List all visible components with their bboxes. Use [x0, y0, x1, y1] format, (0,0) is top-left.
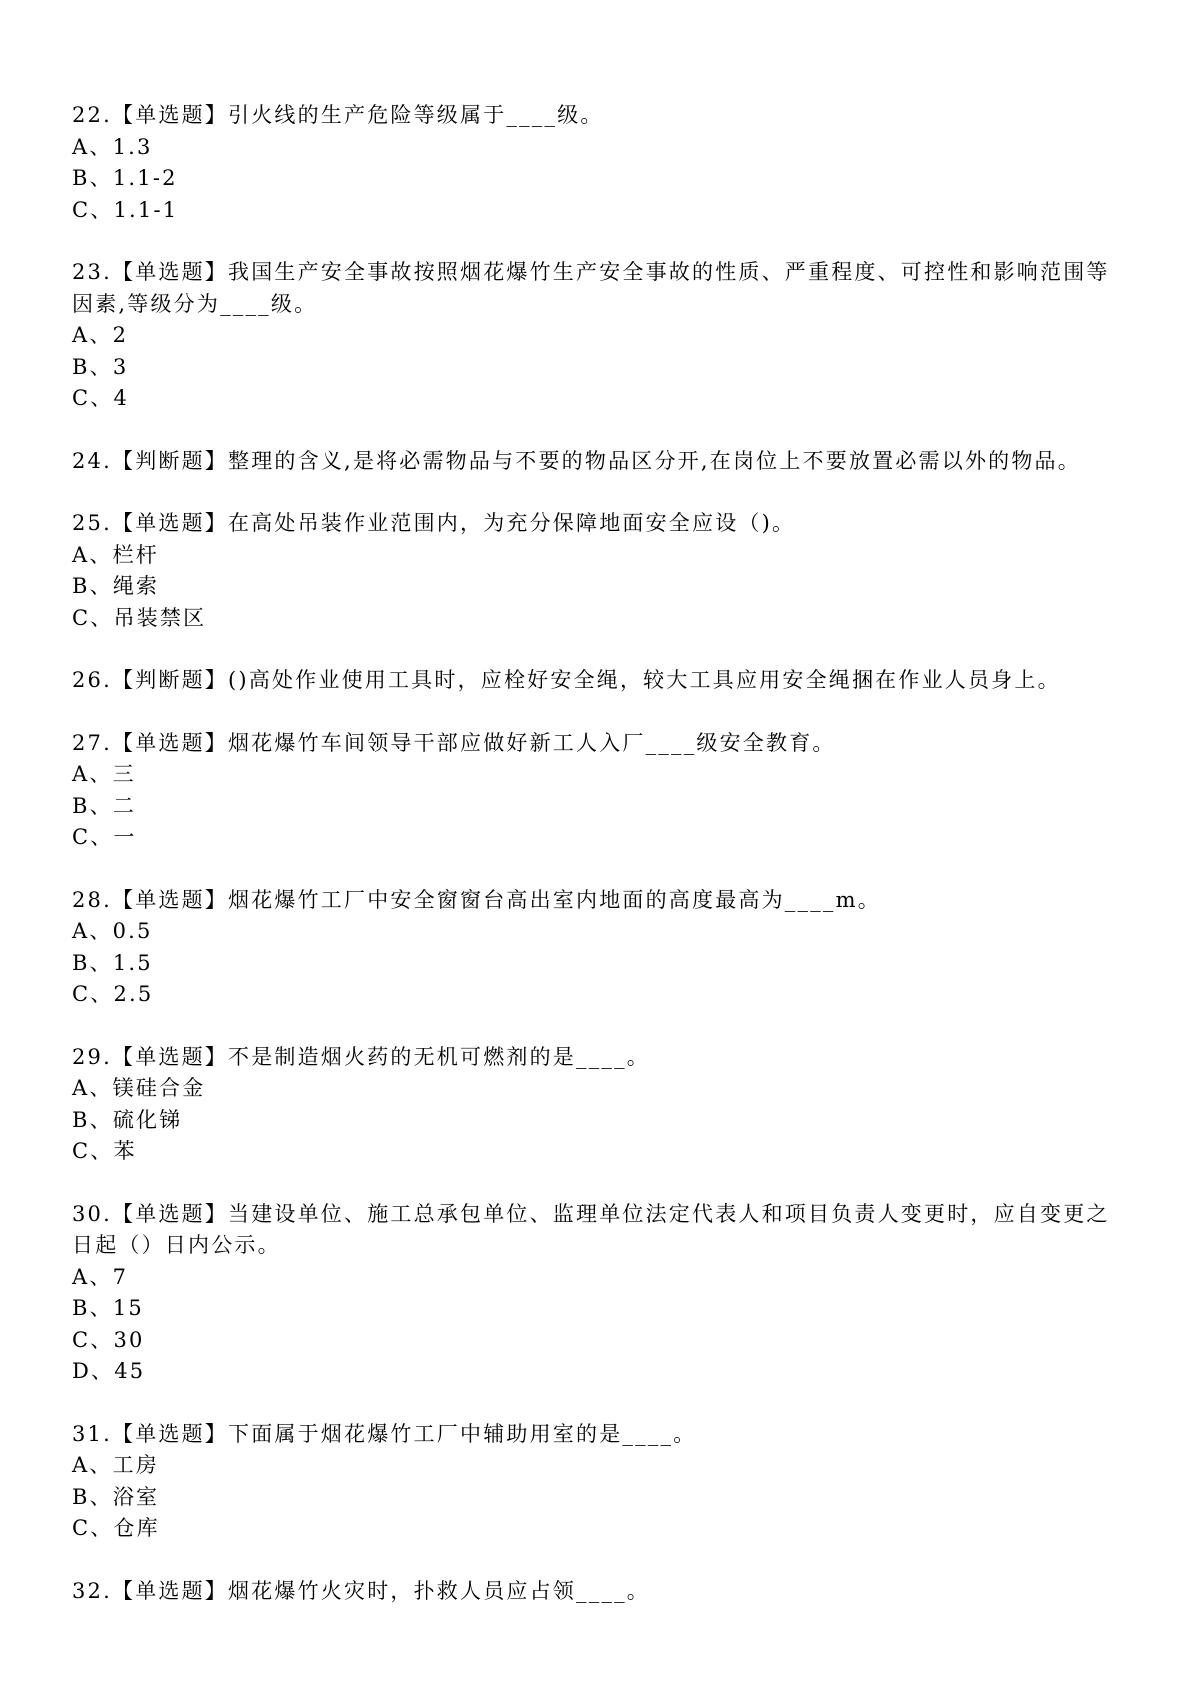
option-c: C、1.1-1 [72, 197, 179, 222]
question-24 [72, 446, 1132, 478]
option-a: A、2 [72, 323, 129, 347]
option-b: B、浴室 [72, 1484, 160, 1509]
option-b: B、1.1-2 [72, 166, 178, 190]
question-23 [72, 257, 1132, 415]
option-b: B、3 [72, 354, 129, 379]
option-a: A、栏杆 [72, 542, 159, 567]
option-a: A、0.5 [72, 919, 153, 943]
option-b: B、硫化锑 [72, 1107, 183, 1132]
question-stem: 23.【单选题】我国生产安全事故按照烟花爆竹生产安全事故的性质、严重程度、可控性和影响范围等因素,等级分为____级。 [72, 260, 1110, 316]
option-c: C、4 [72, 386, 130, 410]
option-c: C、苯 [72, 1139, 137, 1163]
option-c: C、30 [72, 1327, 145, 1352]
question-stem: 28.【单选题】烟花爆竹工厂中安全窗窗台高出室内地面的高度最高为____m。 [72, 887, 881, 912]
question-29 [72, 1042, 1132, 1168]
question-30 [72, 1199, 1132, 1388]
question-27 [72, 728, 1132, 854]
question-stem: 24.【判断题】整理的含义,是将必需物品与不要的物品区分开,在岗位上不要放置必需以外的物品。 [72, 448, 1081, 473]
option-a: A、工房 [72, 1453, 159, 1477]
exam-page [72, 100, 1132, 1638]
question-stem: 29.【单选题】不是制造烟火药的无机可燃剂的是____。 [72, 1044, 650, 1069]
question-stem: 26.【判断题】()高处作业使用工具时，应栓好安全绳，较大工具应用安全绳捆在作业人员身上。 [72, 668, 1061, 692]
option-d: D、45 [72, 1359, 146, 1383]
option-a: A、镁硅合金 [72, 1076, 206, 1100]
option-c: C、一 [72, 825, 137, 849]
question-stem: 22.【单选题】引火线的生产危险等级属于____级。 [72, 103, 604, 127]
question-22 [72, 100, 1132, 226]
question-stem: 27.【单选题】烟花爆竹车间领导干部应做好新工人入厂____级安全教育。 [72, 730, 836, 755]
option-a: A、三 [72, 762, 136, 786]
question-31 [72, 1419, 1132, 1545]
question-stem: 25.【单选题】在高处吊装作业范围内，为充分保障地面安全应设（)。 [72, 511, 796, 535]
question-26 [72, 665, 1132, 697]
option-a: A、1.3 [72, 134, 153, 159]
option-b: B、1.5 [72, 950, 153, 975]
option-a: A、7 [72, 1264, 129, 1289]
option-b: B、绳索 [72, 574, 160, 598]
question-28 [72, 885, 1132, 1011]
option-c: C、仓库 [72, 1516, 160, 1540]
option-b: B、15 [72, 1296, 144, 1320]
question-stem: 31.【单选题】下面属于烟花爆竹工厂中辅助用室的是____。 [72, 1421, 697, 1446]
question-32 [72, 1576, 1132, 1608]
question-25 [72, 508, 1132, 634]
option-c: C、吊装禁区 [72, 605, 207, 630]
question-stem: 32.【单选题】烟花爆竹火灾时，扑救人员应占领____。 [72, 1578, 650, 1603]
question-stem: 30.【单选题】当建设单位、施工总承包单位、监理单位法定代表人和项目负责人变更时，应自变更之日起（）日内公示。 [72, 1201, 1110, 1257]
option-c: C、2.5 [72, 982, 154, 1006]
option-b: B、二 [72, 793, 137, 818]
